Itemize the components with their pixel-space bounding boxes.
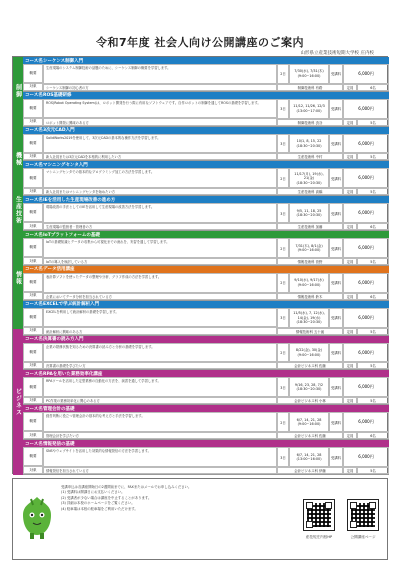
course-fee: 6,000円 [343,447,389,467]
course-schedule [289,238,329,258]
course-overview: 生産現場のシステム制御技術の話題のために、シーケンス制御の概要を学習します。 [43,64,277,84]
qr-caption-course-page: 公開講座ページ [350,535,376,539]
overview-label: 概要 [23,273,43,292]
course-target: 統計解析に興味のある方 [43,327,277,334]
course-target: 生産現場の監督者・管理者の方 [43,223,277,230]
course-title: 3次元CAD入門 [43,128,75,134]
course-block [23,92,389,127]
course-days: 3日 [277,134,289,154]
course-schedule [289,377,329,397]
course-prefix: コース名 [25,197,43,203]
fee-label: 受講料 [329,308,343,328]
page-title: 令和7年度 社会人向け公開講座のご案内 [96,36,304,49]
course-capacity: 5名 [357,397,389,404]
note-item: (1) 受講料は開講日にお支払いください。 [61,490,125,495]
course-prefix: コース名 [25,162,43,168]
course-target: 管理会計を学びたい方 [43,432,277,439]
course-schedule [289,412,329,432]
fee-label: 受講料 [329,343,343,363]
course-days: 3日 [277,447,289,467]
course-target: 決算書の基礎を学びたい方 [43,362,277,369]
course-time: (18:30~20:30) [296,213,322,218]
capacity-label: 定員 [343,432,357,439]
course-fee: 6,000円 [343,168,389,188]
course-days: 3日 [277,377,289,397]
course-block [23,405,389,440]
course-header [23,266,389,273]
course-fee: 6,000円 [343,343,389,363]
course-time: (9:00~16:00) [297,352,321,357]
course-capacity: 5名 [357,258,389,265]
overview-label: 概要 [23,343,43,362]
course-prefix: コース名 [25,232,43,238]
course-instructor: 生産技術科 加藤 [277,223,343,230]
footer-info [12,478,388,560]
course-prefix: コース名 [25,406,43,412]
course-overview: 現場改善の手法としてのIEを活用して生産現場の改善方法を学習します。 [43,203,277,223]
course-instructor: 制御技術科 有路 [277,84,343,91]
target-label: 対象 [23,222,43,230]
course-header [23,161,389,168]
course-time: (13:00~16:00) [296,457,322,462]
course-instructor: 会計ビジネス科 小林 [277,397,343,404]
overview-label: 概要 [23,238,43,257]
course-time: (18:30~20:30) [296,180,322,185]
course-fee: 6,000円 [343,99,389,119]
course-capacity: 6名 [357,223,389,230]
target-label: 対象 [23,327,43,335]
course-target: ロボット開発に興味のある方 [43,118,277,125]
course-dates: 7/30(水), 7/31(木) [294,69,324,74]
organization-name: 山形県立産業技術短期大学校 庄内校 [300,51,374,56]
course-overview: 表計算ソフトを使ったデータの整理や分析、グラフ作成の方法を学習します。 [43,273,277,293]
capacity-label: 定員 [343,119,357,126]
category-machine: 機械 [13,125,23,193]
course-days: 3日 [277,308,289,328]
course-prefix: コース名 [25,93,43,99]
course-dates: 7/31(木), 8/1(金) [295,243,323,248]
overview-label: 概要 [23,99,43,118]
course-dates: 11/12, 11/26, 12/3 [293,104,325,109]
capacity-label: 定員 [343,188,357,195]
notes-list [61,485,297,512]
course-block [23,161,389,196]
course-dates: 10/1, 8, 15, 22 [296,139,322,144]
target-label: 対象 [23,466,43,474]
course-time: (18:30~20:30) [296,319,322,324]
course-dates: 11/5(水), 7, 12(水), 14(金), 19(水) [293,311,325,320]
course-instructor: 会計ビジネス科 佐藤 [277,362,343,369]
course-block [23,57,389,92]
course-days: 2日 [277,238,289,258]
course-instructor: 情報技術科 鈴木 [277,293,343,300]
capacity-label: 定員 [343,153,357,160]
course-title: EXCELで学ぶ統計解析入門 [43,302,100,308]
course-block [23,127,389,162]
overview-label: 概要 [23,308,43,327]
course-header [23,336,389,343]
course-header [23,196,389,203]
course-prefix: コース名 [25,371,43,377]
overview-label: 概要 [23,377,43,396]
course-target: 情報発信を担当されている方 [43,467,277,474]
fee-label: 受講料 [329,273,343,293]
course-header [23,301,389,308]
course-title: 管理会計の基礎 [43,406,75,412]
course-block [23,301,389,336]
course-schedule [289,308,329,328]
course-fee: 6,000円 [343,377,389,397]
target-label: 対象 [23,118,43,126]
course-title: ROS基礎研修 [43,93,72,99]
fee-label: 受講料 [329,134,343,154]
course-schedule [289,447,329,467]
course-days: 3日 [277,203,289,223]
fee-label: 受講料 [329,64,343,84]
course-target: PC作業の業務効率化に関心のある方 [43,397,277,404]
course-schedule [289,273,329,293]
course-overview: ROS(Robot Operating System)は、ロボット開発を行う際に有用なソフトウェアです。自作ロボットの制御を通してROSの基礎を学習します。 [43,99,277,119]
course-dates: 9/16, 23, 28, 7/2 [294,382,324,387]
course-header [23,405,389,412]
target-label: 対象 [23,292,43,300]
course-capacity: 5名 [357,467,389,474]
course-block [23,266,389,301]
course-schedule [289,203,329,223]
course-time: (18:30~20:30) [296,387,322,392]
course-title: RPAを用いた業務効率化講座 [43,371,103,377]
note-item: (3) 詳細は本校のホームページをご覧ください。 [61,501,135,506]
course-instructor: 会計ビジネス科 伊藤 [277,467,343,474]
course-capacity: 5名 [357,362,389,369]
course-instructor: 会計ビジネス科 佐藤 [277,432,343,439]
course-overview: SolidWorks2019を使用して、3次元CADの基本的な操作方法を学習します。 [43,134,277,154]
capacity-label: 定員 [343,84,357,91]
course-prefix: コース名 [25,441,43,447]
course-prefix: コース名 [25,128,43,134]
course-schedule [289,168,329,188]
course-target: 企業においてデータ分析を担当されている方 [43,293,277,300]
capacity-label: 定員 [343,467,357,474]
course-list [23,57,389,473]
course-title: データ活用講座 [43,267,75,273]
course-overview: EXCELを利用して統計解析の基礎を学習します。 [43,308,277,328]
course-title: シーケンス制御入門 [43,58,84,64]
course-days: 2日 [277,412,289,432]
course-block [23,231,389,266]
course-time: (13:00~17:00) [296,108,322,113]
category-production: 生産技術 [13,193,23,227]
course-instructor: 生産技術科 高橋 [277,188,343,195]
capacity-label: 定員 [343,328,357,335]
course-overview: RPAツールを活用した定型業務の自動化の方法を、演習を通して学習します。 [43,377,277,397]
course-title: 決算書の読み方入門 [43,337,84,343]
category-control: 制御 [13,57,23,125]
course-target: シーケンス制御の初心者の方 [43,84,277,91]
course-time: (9:00~16:00) [297,422,321,427]
course-schedule [289,64,329,84]
course-block [23,440,389,475]
course-dates: 6/7, 14, 21, 28 [296,452,322,457]
course-time: (9:00~16:00) [297,282,321,287]
target-label: 対象 [23,362,43,370]
course-overview: IoTの基礎知識とデータの収集から可視化までの流れを、実習を通して学習します。 [43,238,277,258]
category-information: 情報 [13,227,23,329]
qr-code-course-page[interactable] [347,499,379,531]
course-header [23,57,389,64]
course-title: 情報発信の基礎 [43,441,75,447]
course-instructor: 制御技術科 渋谷 [277,119,343,126]
course-capacity: 6名 [357,293,389,300]
capacity-label: 定員 [343,258,357,265]
course-dates: 9/5, 11, 18, 25 [296,208,322,213]
fee-label: 受講料 [329,99,343,119]
course-overview: マシニングセンタでの基本的なプログラミング加工の方法を学習します。 [43,168,277,188]
course-dates: 8/22(金), 30(金) [295,348,323,353]
course-target: 新人社員または3次元CADを本格的に利用したい方 [43,153,277,160]
course-capacity: 5名 [357,153,389,160]
overview-label: 概要 [23,168,43,187]
course-header [23,370,389,377]
fee-label: 受講料 [329,412,343,432]
capacity-label: 定員 [343,397,357,404]
fee-label: 受講料 [329,377,343,397]
course-header [23,231,389,238]
mascot-illustration [17,493,57,541]
overview-label: 概要 [23,203,43,222]
course-days: 2日 [277,273,289,293]
course-time: (9:00~16:00) [297,73,321,78]
capacity-label: 定員 [343,362,357,369]
course-block [23,336,389,371]
note-item: 受講申込は各講座開始日の2週間前までに、FAXまたはメールでお申し込みください。 [61,485,192,489]
capacity-label: 定員 [343,223,357,230]
course-table [12,56,388,474]
fee-label: 受講料 [329,238,343,258]
course-fee: 6,000円 [343,134,389,154]
overview-label: 概要 [23,64,43,83]
course-block [23,370,389,405]
fee-label: 受講料 [329,447,343,467]
course-capacity: 5名 [357,328,389,335]
fee-label: 受講料 [329,203,343,223]
course-block [23,196,389,231]
course-prefix: コース名 [25,302,43,308]
course-schedule [289,343,329,363]
course-capacity: 6名 [357,432,389,439]
category-column [13,57,23,473]
course-fee: 6,000円 [343,273,389,293]
course-schedule [289,99,329,119]
course-fee: 6,000円 [343,238,389,258]
course-title: IoTプラットフォームの基礎 [43,232,100,238]
course-time: (9:00~16:00) [297,248,321,253]
course-fee: 6,000円 [343,308,389,328]
target-label: 対象 [23,431,43,439]
course-days: 2日 [277,343,289,363]
category-business: ビジネス [13,329,23,475]
course-header [23,440,389,447]
target-label: 対象 [23,188,43,196]
course-days: 2日 [277,168,289,188]
overview-label: 概要 [23,134,43,153]
course-overview: SNSやウェブサイトを活用した効果的な情報発信の方法を学習します。 [43,447,277,467]
course-target: IoTの導入を検討している方 [43,258,277,265]
course-time: (18:30~20:30) [296,143,322,148]
fee-label: 受講料 [329,168,343,188]
course-overview: 経営判断に役立つ管理会計の基本的な考え方と手法を学習します。 [43,412,277,432]
course-instructor: 生産技術科 中村 [277,153,343,160]
course-title: IEを活用した生産現場改善の進め方 [43,197,116,203]
overview-label: 概要 [23,447,43,466]
course-days: 2日 [277,64,289,84]
capacity-label: 定員 [343,293,357,300]
course-dates: 9/10(水), 9/17(水) [294,278,324,283]
course-instructor: 情報技術科 菅野 [277,258,343,265]
course-prefix: コース名 [25,58,43,64]
course-capacity: 6名 [357,84,389,91]
qr-code-homepage[interactable] [303,499,335,531]
course-prefix: コース名 [25,337,43,343]
target-label: 対象 [23,397,43,405]
target-label: 対象 [23,153,43,161]
course-schedule [289,134,329,154]
course-instructor: 情報技術科 五十嵐 [277,328,343,335]
course-target: 新人社員またはマシニングセンタを始めたい方 [43,188,277,195]
course-overview: 企業の財務状態を知るための決算書の読み方と分析の基礎を学習します。 [43,343,277,363]
course-days: 3日 [277,99,289,119]
note-item: (2) 受講者が少ない場合は講座を中止することがあります。 [61,495,152,500]
course-fee: 6,000円 [343,203,389,223]
target-label: 対象 [23,257,43,265]
course-fee: 6,000円 [343,64,389,84]
overview-label: 概要 [23,412,43,431]
note-item: (4) 駐車場は本校の駐車場をご利用いただけます。 [61,506,138,511]
course-capacity: 5名 [357,188,389,195]
course-dates: 11/17(月), 19(水), 21(金) [294,171,324,181]
course-fee: 6,000円 [343,412,389,432]
course-capacity: 5名 [357,119,389,126]
course-dates: 6/7, 14, 21, 28 [296,417,322,422]
course-title: マシニングセンタ入門 [43,162,88,168]
course-header [23,92,389,99]
target-label: 対象 [23,83,43,91]
course-prefix: コース名 [25,267,43,273]
qr-caption-homepage: 産技短庄内校HP [305,535,333,539]
course-header [23,127,389,134]
